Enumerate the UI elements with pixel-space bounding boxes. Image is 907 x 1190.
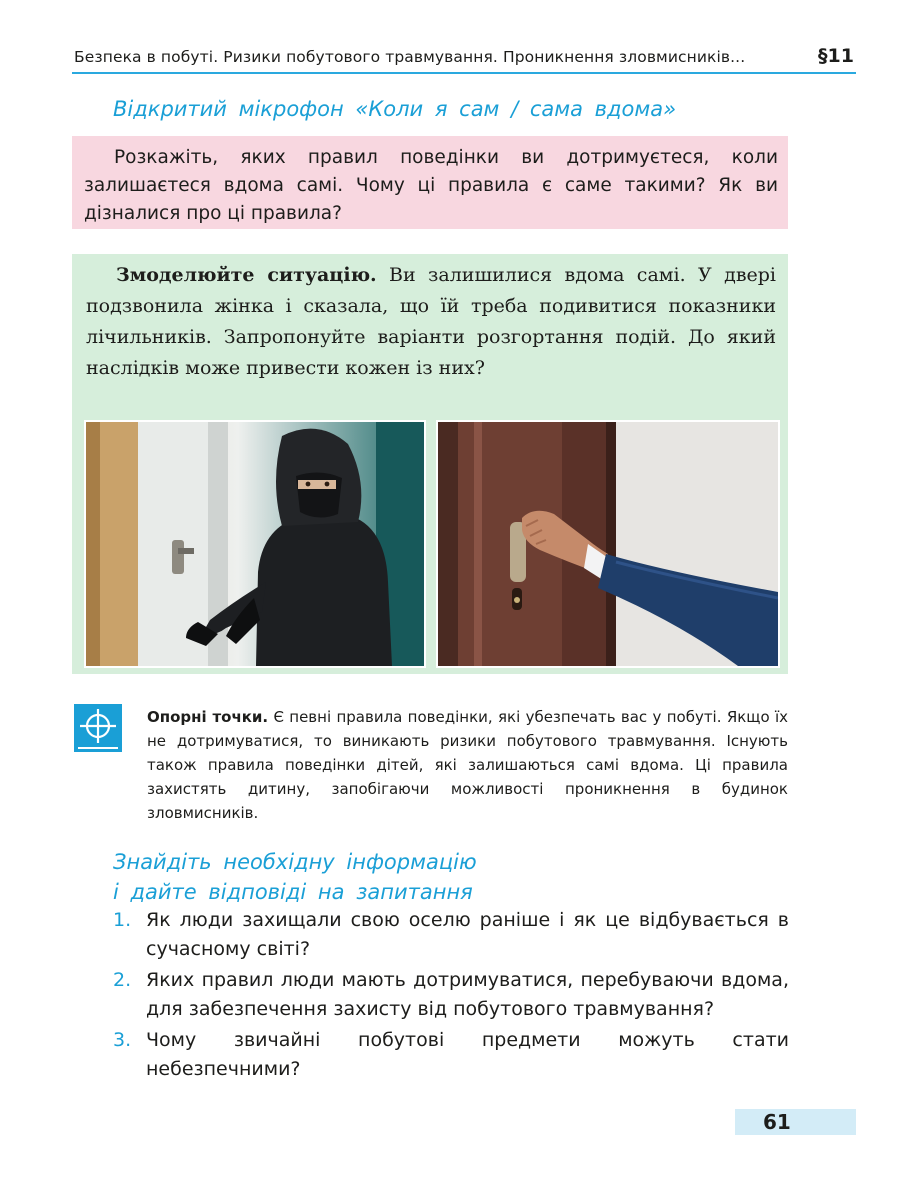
- question-text: Як люди захищали свою оселю раніше і як це відбувається в сучасному світі?: [146, 909, 789, 960]
- photo-hooded-intruder: [84, 420, 426, 668]
- hand-on-door-illustration: [438, 422, 778, 666]
- page-header: [72, 44, 856, 74]
- question-text: Яких правил люди мають дотримуватися, перебуваючи вдома, для забезпечення захисту від побутового травмування?: [146, 969, 789, 1020]
- model-situation-lead: Змоделюйте ситуацію.: [116, 264, 377, 286]
- question-number: 3.: [113, 1029, 132, 1051]
- question-item: [113, 1026, 789, 1084]
- key-points-text: [147, 705, 788, 825]
- question-list: [113, 906, 789, 1086]
- open-mic-text: Розкажіть, яких правил поведінки ви дотримуєтеся, коли залишаєтеся вдома самі. Чому ці правила є саме такими? Як ви дізналися про ці правила?: [84, 147, 778, 224]
- model-situation-box: [72, 254, 788, 674]
- find-info-heading-line1: Знайдіть необхідну інформацію: [113, 850, 477, 874]
- key-points-lead: Опорні точки.: [147, 708, 269, 726]
- question-text: Чому звичайні побутові предмети можуть стати небезпечними?: [146, 1029, 789, 1080]
- find-info-heading-line2: і дайте відповіді на запитання: [113, 880, 473, 904]
- question-item: [113, 906, 789, 964]
- open-mic-box: [72, 136, 788, 229]
- find-info-heading: [113, 847, 477, 907]
- key-points-body: Є певні правила поведінки, які убезпечать вас у побуті. Якщо їх не дотримуватися, то виникають ризики побутового травмування. Існують також правила поведінки дітей, які залишаються самі вдома. Ці правила захистять дитину, запобігаючи можливості проникнення в будинок зловмисників.: [147, 708, 788, 822]
- target-crosshair-icon: [74, 704, 122, 752]
- hooded-intruder-illustration: [86, 422, 424, 666]
- model-situation-body: Ви залишилися вдома самі. У двері подзвонила жінка і сказала, що їй треба подивитися показники лічильників. Запропонуйте варіанти розгортання подій. До який наслідків може привести кожен із них?: [86, 264, 777, 379]
- running-title: Безпека в побуті. Ризики побутового травмування. Проникнення зловмисників...: [74, 48, 746, 66]
- question-number: 1.: [113, 909, 132, 931]
- page-number-box: [735, 1109, 856, 1135]
- page-number: 61: [763, 1110, 791, 1134]
- open-mic-heading: Відкритий мікрофон «Коли я сам / сама вдома»: [113, 97, 677, 121]
- question-number: 2.: [113, 969, 132, 991]
- photo-hand-opening-door: [436, 420, 780, 668]
- question-item: [113, 966, 789, 1024]
- section-number: §11: [818, 45, 854, 67]
- model-situation-text: [86, 260, 776, 384]
